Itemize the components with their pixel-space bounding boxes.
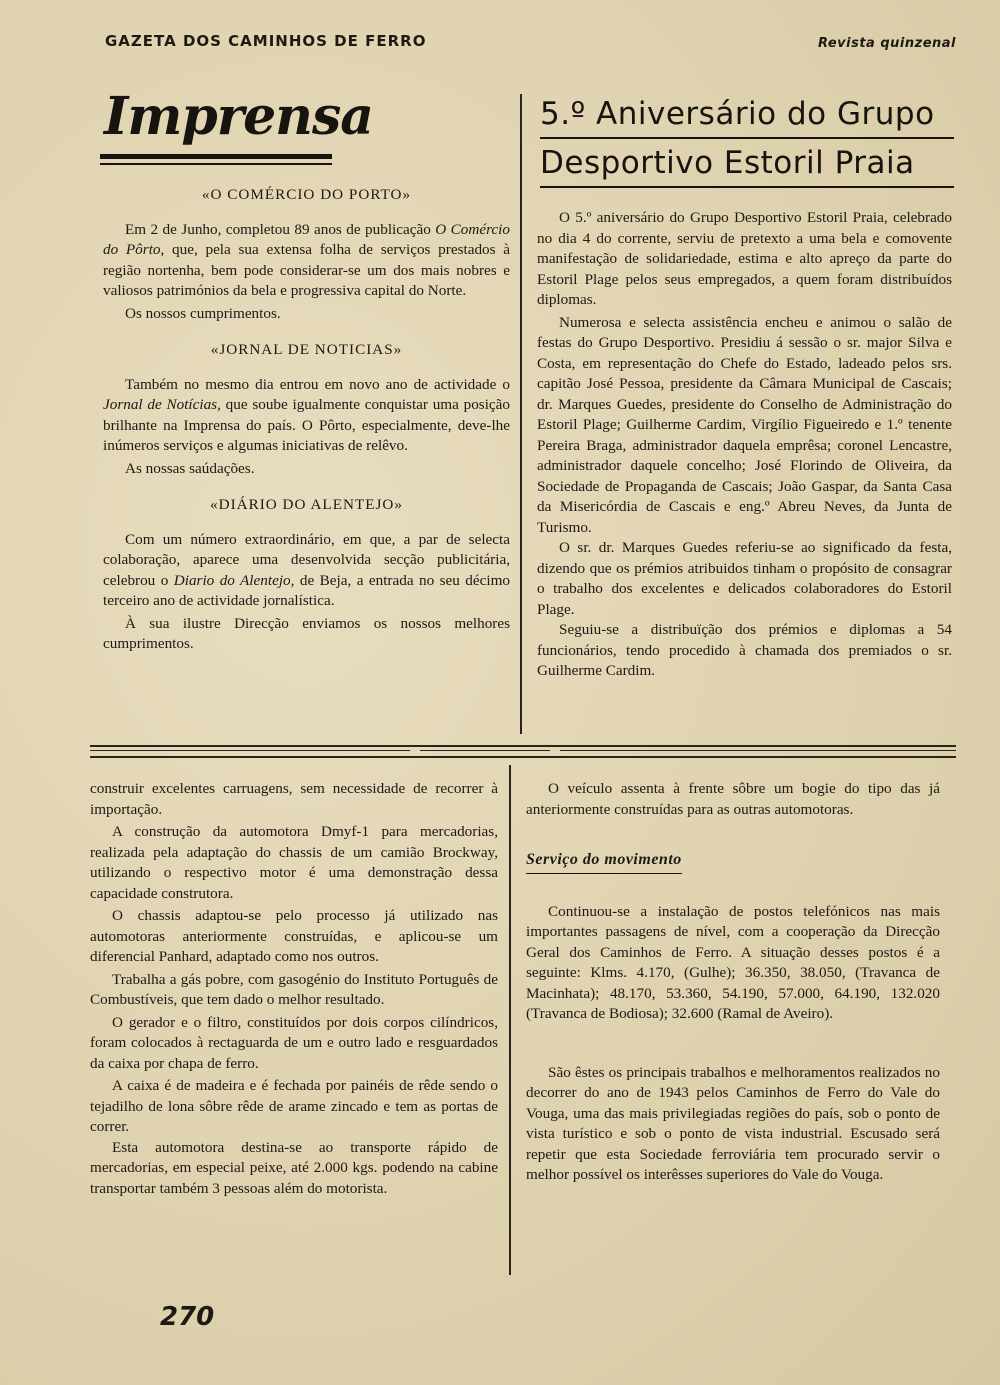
section-divider (90, 745, 956, 747)
body-paragraph: O gerador e o filtro, constituídos por dois corpos cilíndricos, foram colocados à rectaguarda de um e outro lado e resguardados da caixa por chapa de ferro. (90, 1013, 498, 1072)
article-title-line1: 5.º Aniversário do Grupo (540, 96, 935, 132)
section-heading: «DIÁRIO DO ALENTEJO» (210, 496, 403, 513)
subsection-heading: Serviço do movimento (526, 850, 682, 874)
aniversario-column (537, 208, 952, 682)
body-paragraph: O veículo assenta à frente sôbre um bogie do tipo das já anteriormente construídas para as outras automotoras. (526, 780, 940, 818)
section-heading: «O COMÉRCIO DO PORTO» (201, 186, 412, 203)
body-paragraph: O sr. dr. Marques Guedes referiu-se ao significado da festa, dizendo que os prémios atribuidos tinham o propósito de consagrar o trabalho dos excelentes e delicados colaboradores do Estoril Plage. (537, 539, 952, 618)
title-rule (100, 154, 332, 159)
body-paragraph: As nossas saúdações. (125, 459, 255, 477)
body-paragraph: A construção da automotora Dmyf-1 para mercadorias, realizada pela adaptação do chassis de um camião Brockway, utilizando o respectivo motor é uma demonstração dessa capacidade construtora. (90, 823, 498, 902)
article-title-line2: Desportivo Estoril Praia (540, 145, 915, 181)
section-divider (90, 756, 956, 758)
body-paragraph: A caixa é de madeira e é fechada por painéis de rêde sendo o tejadilho de lona sôbre rêde de arame zincado e tem as portas de correr. (90, 1077, 498, 1135)
body-paragraph: Trabalha a gás pobre, com gasogénio do Instituto Português de Combustíveis, que tem dado o melhor resultado. (90, 970, 498, 1008)
section-heading: «JORNAL DE NOTICIAS» (210, 341, 403, 358)
section-divider (560, 750, 956, 751)
page-number: 270 (160, 1302, 215, 1332)
automotora-column (90, 779, 498, 1199)
section-divider (90, 750, 410, 751)
body-paragraph: Também no mesmo dia entrou em novo ano de actividade o Jornal de Notícias, que soube igualmente conquistar uma posição brilhante na Imprensa do país. O Pôrto, especialmente, deve-lhe inúmeros serviços e algumas iniciativas de relêvo. (103, 375, 510, 454)
imprensa-column (103, 181, 510, 655)
body-paragraph: Os nossos cumprimentos. (125, 304, 281, 322)
body-paragraph: Esta automotora destina-se ao transporte rápido de mercadorias, em especial peixe, até 2.000 kgs. podendo na cabine transportar também 3 pessoas além do motorista. (90, 1138, 498, 1197)
column-rule (520, 94, 522, 734)
column-rule (509, 765, 511, 1275)
title-underline (540, 137, 954, 139)
movimento-column (526, 779, 940, 1186)
body-paragraph: Continuou-se a instalação de postos telefónicos nas mais importantes passagens de nível, com a cooperação da Direcção Geral dos Caminhos de Ferro. A situação desses postos é a seguinte: Klms. 4.170, (Gulhe); 36.350, 38.050, (Travanca de Macinhata); 48.170, 53.360, 54.190, 57.000, 64.190, 132.020 (Travanca de Bodiosa); 32.600 (Ramal de Aveiro). (526, 902, 940, 1022)
title-rule-thin (100, 163, 332, 165)
section-divider (420, 750, 550, 751)
body-paragraph: O chassis adaptou-se pelo processo já utilizado nas automotoras anteriormente construídas, e aplicou-se um diferencial Panhard, adaptado como nos outros. (90, 907, 498, 965)
body-paragraph: Numerosa e selecta assistência encheu e animou o salão de festas do Grupo Desportivo. Presidiu á sessão o sr. major Silva e Costa, em representação do Chefe do Estado, ladeado pelos srs. capitão José Pessoa, presidente da Câmara Municipal de Cascais; dr. Marques Guedes, presidente do Conselho de Administração do Estoril Plage; Guilherme Cardim, Virgílio Figueiredo e 1.º tenente Pereira Braga, administrador daquela emprêsa; coronel Lencastre, administrador daquele concelho; José Florindo de Oliveira, da Sociedade de Propaganda de Cascais; João Gaspar, da Santa Casa da Misericórdia de Cascais e eng.º Abreu Neves, da Junta de Turismo. (537, 313, 952, 536)
body-paragraph: São êstes os principais trabalhos e melhoramentos realizados no decorrer do ano de 1943 pelos Caminhos de Ferro do Vale do Vouga, uma das mais privilegiadas regiões do país, sob o ponto de vista turístico e sob o ponto de vista industrial. Escusado será repetir que esta Sociedade ferroviária tem procurado servir o melhor possível os interêsses superiores do Vale do Vouga. (526, 1063, 940, 1183)
body-paragraph: construir excelentes carruagens, sem necessidade de recorrer à importação. (90, 780, 498, 818)
body-paragraph: Seguiu-se a distribuïção dos prémios e diplomas a 54 funcionários, tendo procedido à chamada dos premiados o sr. Guilherme Cardim. (537, 621, 952, 679)
running-header-right: Revista quinzenal (818, 36, 956, 51)
body-paragraph: O 5.º aniversário do Grupo Desportivo Estoril Praia, celebrado no dia 4 do corrente, serviu de pretexto a uma bela e comovente manifestação de solidariedade, estima e alto apreço da parte do Estoril Plage pelos seus empregados, a quem foram distribuídos diplomas. (537, 209, 952, 308)
body-paragraph: Com um número extraordinário, em que, a par de selecta colaboração, aparece uma desenvolvida secção publicitária, celebrou o Diario do Alentejo, de Beja, a entrada no seu décimo terceiro ano de actividade jornalística. (103, 530, 510, 609)
imprensa-title: Imprensa (104, 86, 373, 147)
body-paragraph: Em 2 de Junho, completou 89 anos de publicação O Comércio do Pôrto, que, pela sua extensa folha de serviços prestados à região nortenha, bem pode considerar-se um dos mais nobres e valiosos patrimónios da bela e progressiva capital do Norte. (103, 220, 510, 299)
title-underline (540, 186, 954, 188)
running-header: GAZETA DOS CAMINHOS DE FERRO (105, 32, 427, 50)
body-paragraph: À sua ilustre Direcção enviamos os nossos melhores cumprimentos. (103, 614, 510, 652)
